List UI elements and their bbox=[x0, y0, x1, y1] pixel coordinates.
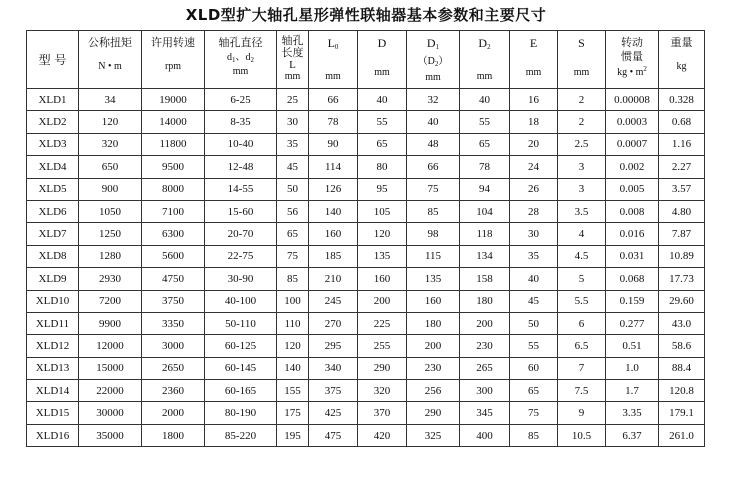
cell-S: 2.5 bbox=[558, 133, 606, 155]
cell-model: XLD15 bbox=[27, 402, 79, 424]
cell-D: 370 bbox=[358, 402, 407, 424]
cell-inertia: 0.159 bbox=[606, 290, 659, 312]
cell-D1: 115 bbox=[407, 245, 460, 267]
cell-bore: 12-48 bbox=[205, 156, 277, 178]
table-row bbox=[27, 290, 705, 312]
cell-S: 5.5 bbox=[558, 290, 606, 312]
table-row bbox=[27, 156, 705, 178]
cell-D: 105 bbox=[358, 200, 407, 222]
cell-E: 24 bbox=[510, 156, 558, 178]
cell-weight: 17.73 bbox=[659, 268, 705, 290]
cell-S: 3 bbox=[558, 156, 606, 178]
cell-S: 4 bbox=[558, 223, 606, 245]
cell-E: 16 bbox=[510, 89, 558, 111]
cell-D: 320 bbox=[358, 380, 407, 402]
header-speed bbox=[142, 31, 205, 89]
cell-torque: 1250 bbox=[79, 223, 142, 245]
cell-speed: 2360 bbox=[142, 380, 205, 402]
cell-bore: 60-125 bbox=[205, 335, 277, 357]
cell-D2: 104 bbox=[460, 200, 510, 222]
cell-bore: 80-190 bbox=[205, 402, 277, 424]
cell-D: 255 bbox=[358, 335, 407, 357]
cell-length: 120 bbox=[277, 335, 309, 357]
cell-E: 60 bbox=[510, 357, 558, 379]
cell-D1: 160 bbox=[407, 290, 460, 312]
cell-speed: 3750 bbox=[142, 290, 205, 312]
cell-D1: 85 bbox=[407, 200, 460, 222]
cell-D2: 40 bbox=[460, 89, 510, 111]
cell-length: 45 bbox=[277, 156, 309, 178]
cell-torque: 1280 bbox=[79, 245, 142, 267]
cell-D2: 134 bbox=[460, 245, 510, 267]
cell-E: 20 bbox=[510, 133, 558, 155]
cell-speed: 8000 bbox=[142, 178, 205, 200]
header-bore-label: 轴孔直径 bbox=[218, 36, 263, 49]
cell-D1: 40 bbox=[407, 111, 460, 133]
header-torque-unit: N • m bbox=[98, 61, 122, 72]
cell-model: XLD7 bbox=[27, 223, 79, 245]
cell-torque: 12000 bbox=[79, 335, 142, 357]
header-S bbox=[558, 31, 606, 89]
cell-S: 3 bbox=[558, 178, 606, 200]
cell-speed: 3350 bbox=[142, 312, 205, 334]
cell-length: 195 bbox=[277, 424, 309, 446]
cell-bore: 6-25 bbox=[205, 89, 277, 111]
header-L0-unit: mm bbox=[325, 71, 341, 82]
cell-speed: 6300 bbox=[142, 223, 205, 245]
cell-speed: 14000 bbox=[142, 111, 205, 133]
cell-model: XLD3 bbox=[27, 133, 79, 155]
cell-inertia: 3.35 bbox=[606, 402, 659, 424]
header-D2 bbox=[460, 31, 510, 89]
header-L0 bbox=[309, 31, 358, 89]
header-D bbox=[358, 31, 407, 89]
table-row bbox=[27, 268, 705, 290]
cell-D: 420 bbox=[358, 424, 407, 446]
cell-torque: 120 bbox=[79, 111, 142, 133]
cell-length: 65 bbox=[277, 223, 309, 245]
header-S-symbol: S bbox=[578, 36, 585, 50]
table-row bbox=[27, 133, 705, 155]
cell-weight: 3.57 bbox=[659, 178, 705, 200]
cell-torque: 34 bbox=[79, 89, 142, 111]
cell-D1: 325 bbox=[407, 424, 460, 446]
cell-D1: 66 bbox=[407, 156, 460, 178]
table-row bbox=[27, 335, 705, 357]
cell-D: 80 bbox=[358, 156, 407, 178]
cell-inertia: 0.008 bbox=[606, 200, 659, 222]
cell-model: XLD10 bbox=[27, 290, 79, 312]
cell-torque: 22000 bbox=[79, 380, 142, 402]
table-row bbox=[27, 402, 705, 424]
cell-D1: 135 bbox=[407, 268, 460, 290]
cell-length: 50 bbox=[277, 178, 309, 200]
table-row bbox=[27, 424, 705, 446]
cell-D: 160 bbox=[358, 268, 407, 290]
cell-D: 200 bbox=[358, 290, 407, 312]
cell-D1: 75 bbox=[407, 178, 460, 200]
cell-L0: 114 bbox=[309, 156, 358, 178]
cell-weight: 43.0 bbox=[659, 312, 705, 334]
cell-inertia: 0.51 bbox=[606, 335, 659, 357]
header-D1-unit: mm bbox=[425, 72, 441, 83]
cell-inertia: 6.37 bbox=[606, 424, 659, 446]
header-bore-unit: mm bbox=[232, 66, 249, 77]
cell-length: 25 bbox=[277, 89, 309, 111]
cell-model: XLD16 bbox=[27, 424, 79, 446]
header-inertia-label2: 惯量 bbox=[621, 50, 643, 63]
header-D1-alt: $(D_2)$ bbox=[417, 56, 449, 68]
table-row bbox=[27, 178, 705, 200]
header-length bbox=[277, 31, 309, 89]
cell-bore: 40-100 bbox=[205, 290, 277, 312]
cell-inertia: 1.7 bbox=[606, 380, 659, 402]
cell-D: 135 bbox=[358, 245, 407, 267]
cell-weight: 10.89 bbox=[659, 245, 705, 267]
cell-inertia: 0.068 bbox=[606, 268, 659, 290]
cell-length: 140 bbox=[277, 357, 309, 379]
cell-speed: 4750 bbox=[142, 268, 205, 290]
cell-L0: 210 bbox=[309, 268, 358, 290]
cell-L0: 270 bbox=[309, 312, 358, 334]
header-weight bbox=[659, 31, 705, 89]
cell-length: 175 bbox=[277, 402, 309, 424]
cell-L0: 475 bbox=[309, 424, 358, 446]
cell-L0: 295 bbox=[309, 335, 358, 357]
cell-length: 110 bbox=[277, 312, 309, 334]
cell-model: XLD5 bbox=[27, 178, 79, 200]
cell-inertia: 0.00008 bbox=[606, 89, 659, 111]
cell-E: 28 bbox=[510, 200, 558, 222]
table-row bbox=[27, 312, 705, 334]
cell-inertia: 0.0003 bbox=[606, 111, 659, 133]
cell-bore: 8-35 bbox=[205, 111, 277, 133]
cell-E: 26 bbox=[510, 178, 558, 200]
cell-D1: 98 bbox=[407, 223, 460, 245]
cell-bore: 30-90 bbox=[205, 268, 277, 290]
cell-model: XLD9 bbox=[27, 268, 79, 290]
header-speed-unit: rpm bbox=[164, 61, 182, 72]
cell-S: 5 bbox=[558, 268, 606, 290]
cell-inertia: 0.277 bbox=[606, 312, 659, 334]
cell-D1: 256 bbox=[407, 380, 460, 402]
cell-model: XLD14 bbox=[27, 380, 79, 402]
cell-D2: 265 bbox=[460, 357, 510, 379]
cell-D2: 400 bbox=[460, 424, 510, 446]
cell-torque: 30000 bbox=[79, 402, 142, 424]
cell-E: 35 bbox=[510, 245, 558, 267]
cell-speed: 7100 bbox=[142, 200, 205, 222]
cell-D2: 158 bbox=[460, 268, 510, 290]
cell-model: XLD6 bbox=[27, 200, 79, 222]
cell-weight: 29.60 bbox=[659, 290, 705, 312]
cell-S: 7.5 bbox=[558, 380, 606, 402]
table-row bbox=[27, 111, 705, 133]
cell-D2: 200 bbox=[460, 312, 510, 334]
cell-D: 225 bbox=[358, 312, 407, 334]
cell-D1: 180 bbox=[407, 312, 460, 334]
cell-E: 18 bbox=[510, 111, 558, 133]
table-row bbox=[27, 200, 705, 222]
cell-torque: 900 bbox=[79, 178, 142, 200]
table-body bbox=[27, 89, 705, 447]
cell-D1: 230 bbox=[407, 357, 460, 379]
cell-model: XLD1 bbox=[27, 89, 79, 111]
cell-S: 9 bbox=[558, 402, 606, 424]
cell-length: 85 bbox=[277, 268, 309, 290]
table-row bbox=[27, 380, 705, 402]
header-D2-unit: mm bbox=[476, 71, 493, 82]
cell-L0: 140 bbox=[309, 200, 358, 222]
cell-speed: 3000 bbox=[142, 335, 205, 357]
cell-L0: 245 bbox=[309, 290, 358, 312]
cell-bore: 50-110 bbox=[205, 312, 277, 334]
cell-S: 2 bbox=[558, 89, 606, 111]
cell-weight: 4.80 bbox=[659, 200, 705, 222]
cell-E: 55 bbox=[510, 335, 558, 357]
cell-weight: 120.8 bbox=[659, 380, 705, 402]
header-L0-symbol: $L_0$ bbox=[327, 36, 339, 51]
header-E-unit: mm bbox=[525, 67, 542, 78]
header-length-unit: mm bbox=[284, 71, 301, 82]
cell-D: 290 bbox=[358, 357, 407, 379]
cell-S: 3.5 bbox=[558, 200, 606, 222]
cell-weight: 88.4 bbox=[659, 357, 705, 379]
cell-inertia: 0.0007 bbox=[606, 133, 659, 155]
cell-length: 75 bbox=[277, 245, 309, 267]
header-torque-label: 公称扭矩 bbox=[88, 36, 132, 49]
header-S-unit: mm bbox=[573, 67, 590, 78]
cell-inertia: 0.005 bbox=[606, 178, 659, 200]
cell-D1: 48 bbox=[407, 133, 460, 155]
header-D-symbol: D bbox=[377, 36, 387, 50]
cell-D2: 55 bbox=[460, 111, 510, 133]
cell-D2: 230 bbox=[460, 335, 510, 357]
cell-torque: 2930 bbox=[79, 268, 142, 290]
table-row bbox=[27, 357, 705, 379]
cell-S: 6 bbox=[558, 312, 606, 334]
header-bore-symbol: $d_1$、$d_2$ bbox=[227, 52, 254, 64]
cell-D1: 290 bbox=[407, 402, 460, 424]
cell-L0: 78 bbox=[309, 111, 358, 133]
cell-L0: 90 bbox=[309, 133, 358, 155]
cell-bore: 15-60 bbox=[205, 200, 277, 222]
cell-speed: 2650 bbox=[142, 357, 205, 379]
cell-weight: 179.1 bbox=[659, 402, 705, 424]
cell-L0: 126 bbox=[309, 178, 358, 200]
cell-speed: 9500 bbox=[142, 156, 205, 178]
cell-torque: 15000 bbox=[79, 357, 142, 379]
spec-table bbox=[26, 30, 705, 447]
cell-E: 30 bbox=[510, 223, 558, 245]
cell-L0: 66 bbox=[309, 89, 358, 111]
cell-D: 95 bbox=[358, 178, 407, 200]
page-title: XLD型扩大轴孔星形弹性联轴器基本参数和主要尺寸 bbox=[185, 6, 547, 24]
cell-E: 75 bbox=[510, 402, 558, 424]
cell-model: XLD13 bbox=[27, 357, 79, 379]
cell-inertia: 1.0 bbox=[606, 357, 659, 379]
cell-D2: 300 bbox=[460, 380, 510, 402]
header-D1-symbol: $D_1$ bbox=[426, 36, 440, 51]
cell-length: 35 bbox=[277, 133, 309, 155]
cell-speed: 2000 bbox=[142, 402, 205, 424]
cell-S: 7 bbox=[558, 357, 606, 379]
cell-D2: 118 bbox=[460, 223, 510, 245]
header-E-symbol: E bbox=[529, 36, 538, 50]
cell-weight: 0.328 bbox=[659, 89, 705, 111]
cell-torque: 650 bbox=[79, 156, 142, 178]
header-speed-label: 许用转速 bbox=[151, 36, 195, 49]
cell-S: 2 bbox=[558, 111, 606, 133]
cell-torque: 1050 bbox=[79, 200, 142, 222]
cell-model: XLD4 bbox=[27, 156, 79, 178]
cell-D2: 78 bbox=[460, 156, 510, 178]
header-length-label2: 长度 bbox=[281, 46, 304, 59]
cell-bore: 60-165 bbox=[205, 380, 277, 402]
header-inertia bbox=[606, 31, 659, 89]
cell-D2: 180 bbox=[460, 290, 510, 312]
header-bore bbox=[205, 31, 277, 89]
cell-torque: 7200 bbox=[79, 290, 142, 312]
header-inertia-unit: kg • $m^2$ bbox=[617, 65, 647, 78]
header-model: 型 号 bbox=[27, 31, 79, 89]
cell-L0: 425 bbox=[309, 402, 358, 424]
cell-length: 155 bbox=[277, 380, 309, 402]
header-D1 bbox=[407, 31, 460, 89]
cell-S: 6.5 bbox=[558, 335, 606, 357]
cell-D1: 200 bbox=[407, 335, 460, 357]
cell-length: 100 bbox=[277, 290, 309, 312]
cell-weight: 58.6 bbox=[659, 335, 705, 357]
header-weight-unit: kg bbox=[676, 61, 687, 72]
cell-weight: 1.16 bbox=[659, 133, 705, 155]
cell-E: 50 bbox=[510, 312, 558, 334]
cell-torque: 35000 bbox=[79, 424, 142, 446]
cell-bore: 20-70 bbox=[205, 223, 277, 245]
table-row bbox=[27, 89, 705, 111]
cell-model: XLD2 bbox=[27, 111, 79, 133]
cell-bore: 14-55 bbox=[205, 178, 277, 200]
cell-length: 56 bbox=[277, 200, 309, 222]
cell-E: 40 bbox=[510, 268, 558, 290]
cell-bore: 85-220 bbox=[205, 424, 277, 446]
cell-E: 65 bbox=[510, 380, 558, 402]
header-E bbox=[510, 31, 558, 89]
header-length-label1: 轴孔 bbox=[281, 34, 304, 47]
cell-weight: 7.87 bbox=[659, 223, 705, 245]
cell-speed: 5600 bbox=[142, 245, 205, 267]
cell-D: 55 bbox=[358, 111, 407, 133]
table-row bbox=[27, 245, 705, 267]
cell-speed: 1800 bbox=[142, 424, 205, 446]
cell-D2: 94 bbox=[460, 178, 510, 200]
cell-D1: 32 bbox=[407, 89, 460, 111]
cell-L0: 340 bbox=[309, 357, 358, 379]
cell-D2: 345 bbox=[460, 402, 510, 424]
cell-model: XLD8 bbox=[27, 245, 79, 267]
cell-model: XLD12 bbox=[27, 335, 79, 357]
table-row bbox=[27, 223, 705, 245]
cell-weight: 0.68 bbox=[659, 111, 705, 133]
cell-weight: 2.27 bbox=[659, 156, 705, 178]
cell-S: 4.5 bbox=[558, 245, 606, 267]
cell-bore: 10-40 bbox=[205, 133, 277, 155]
cell-bore: 60-145 bbox=[205, 357, 277, 379]
header-D-unit: mm bbox=[374, 67, 390, 78]
cell-L0: 375 bbox=[309, 380, 358, 402]
header-D2-symbol: $D_2$ bbox=[478, 36, 491, 51]
cell-torque: 320 bbox=[79, 133, 142, 155]
cell-speed: 11800 bbox=[142, 133, 205, 155]
header-inertia-label1: 转动 bbox=[621, 36, 643, 49]
cell-inertia: 0.002 bbox=[606, 156, 659, 178]
cell-L0: 160 bbox=[309, 223, 358, 245]
header-torque bbox=[79, 31, 142, 89]
cell-weight: 261.0 bbox=[659, 424, 705, 446]
cell-S: 10.5 bbox=[558, 424, 606, 446]
header-row bbox=[27, 31, 705, 89]
cell-E: 45 bbox=[510, 290, 558, 312]
cell-bore: 22-75 bbox=[205, 245, 277, 267]
table-header bbox=[27, 31, 705, 89]
cell-model: XLD11 bbox=[27, 312, 79, 334]
cell-length: 30 bbox=[277, 111, 309, 133]
header-length-symbol: L bbox=[289, 59, 296, 71]
cell-speed: 19000 bbox=[142, 89, 205, 111]
cell-torque: 9900 bbox=[79, 312, 142, 334]
cell-D2: 65 bbox=[460, 133, 510, 155]
cell-L0: 185 bbox=[309, 245, 358, 267]
cell-D: 65 bbox=[358, 133, 407, 155]
cell-inertia: 0.016 bbox=[606, 223, 659, 245]
cell-E: 85 bbox=[510, 424, 558, 446]
cell-inertia: 0.031 bbox=[606, 245, 659, 267]
header-weight-label: 重量 bbox=[670, 36, 693, 49]
cell-D: 40 bbox=[358, 89, 407, 111]
cell-D: 120 bbox=[358, 223, 407, 245]
